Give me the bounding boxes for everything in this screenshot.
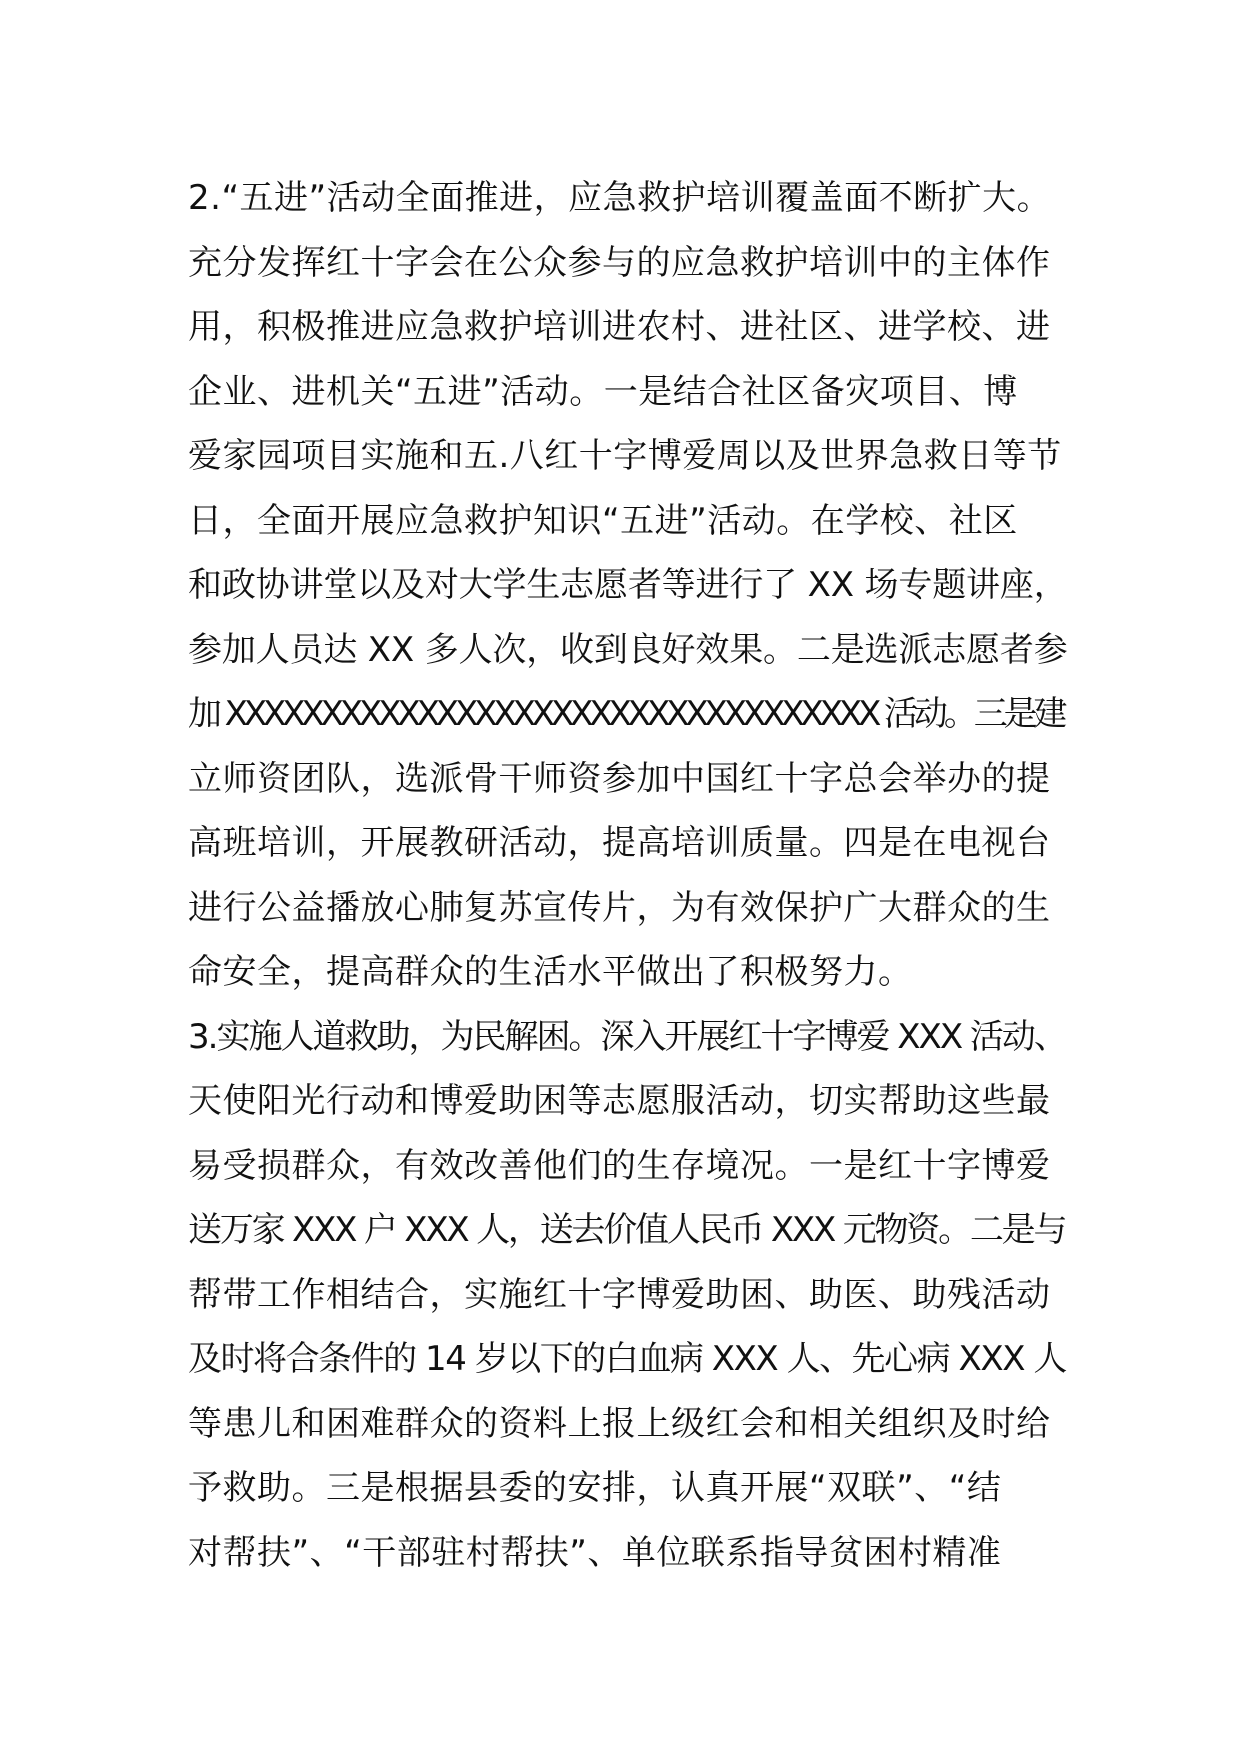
text-line: 充分发挥红十字会在公众参与的应急救护培训中的主体作 [188,242,1051,283]
text-line: 参加人员达 XX 多人次，收到良好效果。二是选派志愿者参 [188,629,1068,670]
text-line: 高班培训，开展教研活动，提高培训质量。四是在电视台 [188,823,1051,863]
text-line: 加 XXXXXXXXXXXXXXXXXXXXXXXXXXXXXXXXXX 活动。三是建 [188,694,1064,734]
text-line: 用，积极推进应急救护培训进农村、进社区、进学校、进 [188,307,1051,347]
text-line: 3.实施人道救助，为民解困。深入开展红十字博爱 XXX 活动、 [188,1016,1066,1057]
text-line: 立师资团队，选派骨干师资参加中国红十字总会举办的提 [188,758,1051,799]
text-line: 2.“五进”活动全面推进，应急救护培训覆盖面不断扩大。 [188,178,1052,218]
body-text [188,166,1068,1585]
text-line: 等患儿和困难群众的资料上报上级红会和相关组织及时给 [188,1403,1051,1444]
text-line: 和政协讲堂以及对大学生志愿者等进行了 XX 场专题讲座， [188,565,1068,605]
text-line: 天使阳光行动和博爱助困等志愿服活动，切实帮助这些最 [188,1081,1051,1121]
text-line: 日，全面开展应急救护知识“五进”活动。在学校、社区 [188,500,1018,541]
text-line: 进行公益播放心肺复苏宣传片，为有效保护广大群众的生 [188,887,1051,928]
text-line: 对帮扶”、“干部驻村帮扶”、单位联系指导贫困村精准 [188,1532,1002,1573]
text-line: 爱家园项目实施和五.八红十字博爱周以及世界急救日等节 [188,436,1062,476]
text-line: 及时将合条件的 14 岁以下的白血病 XXX 人、先心病 XXX 人 [188,1339,1066,1379]
text-line: 予救助。三是根据县委的安排，认真开展“双联”、“结 [188,1468,1002,1508]
text-line: 易受损群众，有效改善他们的生存境况。一是红十字博爱 [188,1145,1051,1186]
text-line: 帮带工作相结合，实施红十字博爱助困、助医、助残活动 [188,1274,1051,1315]
text-line: 企业、进机关“五进”活动。一是结合社区备灾项目、博 [188,371,1018,412]
text-line: 命安全，提高群众的生活水平做出了积极努力。 [188,952,913,992]
text-line: 送万家 XXX 户 XXX 人，送去价值人民币 XXX 元物资。二是与 [188,1210,1066,1250]
